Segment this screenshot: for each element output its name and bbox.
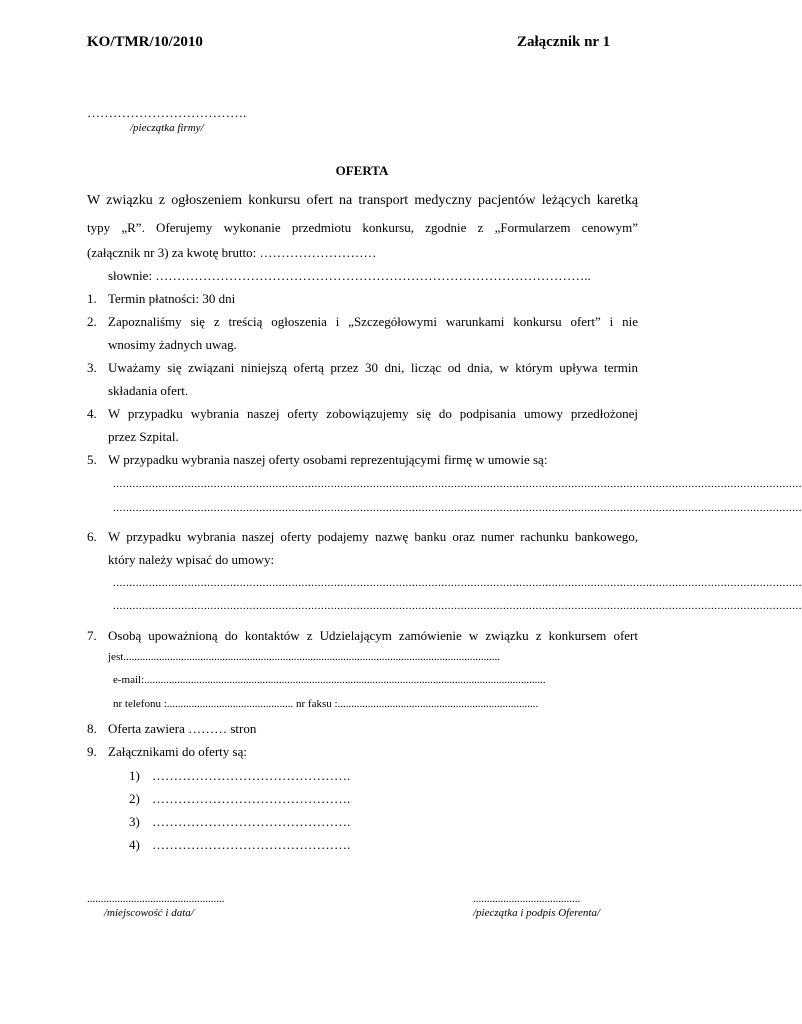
intro-line-4: słownie: ……………………………………………………………………………………….. — [108, 268, 591, 283]
item-1-number: 1. — [87, 291, 97, 306]
item-3-text-2: składania ofert. — [108, 383, 189, 398]
item-6-number: 6. — [87, 529, 97, 544]
representatives-line-1[interactable]: .................................................................................................................................................................................................................... — [113, 478, 802, 490]
place-date-line[interactable]: .................................................. — [87, 893, 225, 905]
bank-line-1[interactable]: .................................................................................................................................................................................................................... — [113, 577, 802, 589]
item-5-text-1: W przypadku wybrania naszej oferty osobami reprezentującymi firmę w umowie są: — [108, 452, 548, 467]
item-7-text-1: Osobą upoważnioną do kontaktów z Udzielającym zamówienie w związku z konkursem ofert — [108, 628, 638, 643]
item-3-text-1: Uważamy się związani niniejszą ofertą przez 30 dni, licząc od dnia, w którym upływa termin — [108, 360, 638, 375]
item-9-text: Załącznikami do oferty są: — [108, 744, 247, 759]
attachment-4-number: 4) — [129, 837, 140, 852]
stamp-label: /pieczątka firmy/ — [130, 122, 204, 134]
attachment-2-number: 2) — [129, 791, 140, 806]
item-2-text-2: wnosimy żadnych uwag. — [108, 337, 237, 352]
signature-line[interactable]: ....................................... — [473, 893, 581, 905]
item-6-text-1: W przypadku wybrania naszej oferty podajemy nazwę banku oraz numer rachunku bankowego, — [108, 529, 638, 544]
item-2-text-1: Zapoznaliśmy się z treścią ogłoszenia i „Szczegółowymi warunkami konkursu ofert” i nie — [108, 314, 638, 329]
signature-label: /pieczątka i podpis Oferenta/ — [473, 907, 600, 919]
stamp-dots: ………………………………. — [87, 105, 247, 120]
attachment-2-line[interactable]: ………………………………………. — [152, 791, 351, 806]
item-1-text: Termin płatności: 30 dni — [108, 291, 236, 306]
place-date-label: /miejscowość i data/ — [104, 907, 194, 919]
item-3-number: 3. — [87, 360, 97, 375]
intro-line-3: (załącznik nr 3) za kwotę brutto: ……………………… — [87, 245, 377, 260]
item-7-text-2[interactable]: jest......................................................................................................................................... — [108, 651, 501, 663]
phone-fax-field[interactable]: nr telefonu :.............................................. nr faksu :......................................................................... — [113, 698, 539, 710]
item-4-text-1: W przypadku wybrania naszej oferty zobowiązujemy się do podpisania umowy przedłożonej — [108, 406, 638, 421]
intro-line-1: W związku z ogłoszeniem konkursu ofert na transport medyczny pacjentów leżących karetką — [87, 193, 638, 208]
item-7-number: 7. — [87, 628, 97, 643]
item-4-text-2: przez Szpital. — [108, 429, 179, 444]
representatives-line-2[interactable]: .................................................................................................................................................................................................................... — [113, 502, 802, 514]
item-5-number: 5. — [87, 452, 97, 467]
item-4-number: 4. — [87, 406, 97, 421]
document-reference: KO/TMR/10/2010 — [87, 34, 203, 50]
item-8-number: 8. — [87, 721, 97, 736]
bank-line-2[interactable]: .................................................................................................................................................................................................................... — [113, 600, 802, 612]
document-title: OFERTA — [335, 163, 389, 178]
attachment-1-number: 1) — [129, 768, 140, 783]
item-2-number: 2. — [87, 314, 97, 329]
item-9-number: 9. — [87, 744, 97, 759]
intro-line-2: typy „R”. Oferujemy wykonanie przedmiotu konkursu, zgodnie z „Formularzem cenowym” — [87, 220, 638, 235]
annex-label: Załącznik nr 1 — [517, 34, 611, 50]
attachment-3-number: 3) — [129, 814, 140, 829]
item-8-text[interactable]: Oferta zawiera ……… stron — [108, 721, 257, 736]
email-field[interactable]: e-mail:.................................................................................................................................................. — [113, 674, 546, 686]
attachment-1-line[interactable]: ………………………………………. — [152, 768, 351, 783]
item-6-text-2: który należy wpisać do umowy: — [108, 552, 275, 567]
attachment-4-line[interactable]: ………………………………………. — [152, 837, 351, 852]
attachment-3-line[interactable]: ………………………………………. — [152, 814, 351, 829]
